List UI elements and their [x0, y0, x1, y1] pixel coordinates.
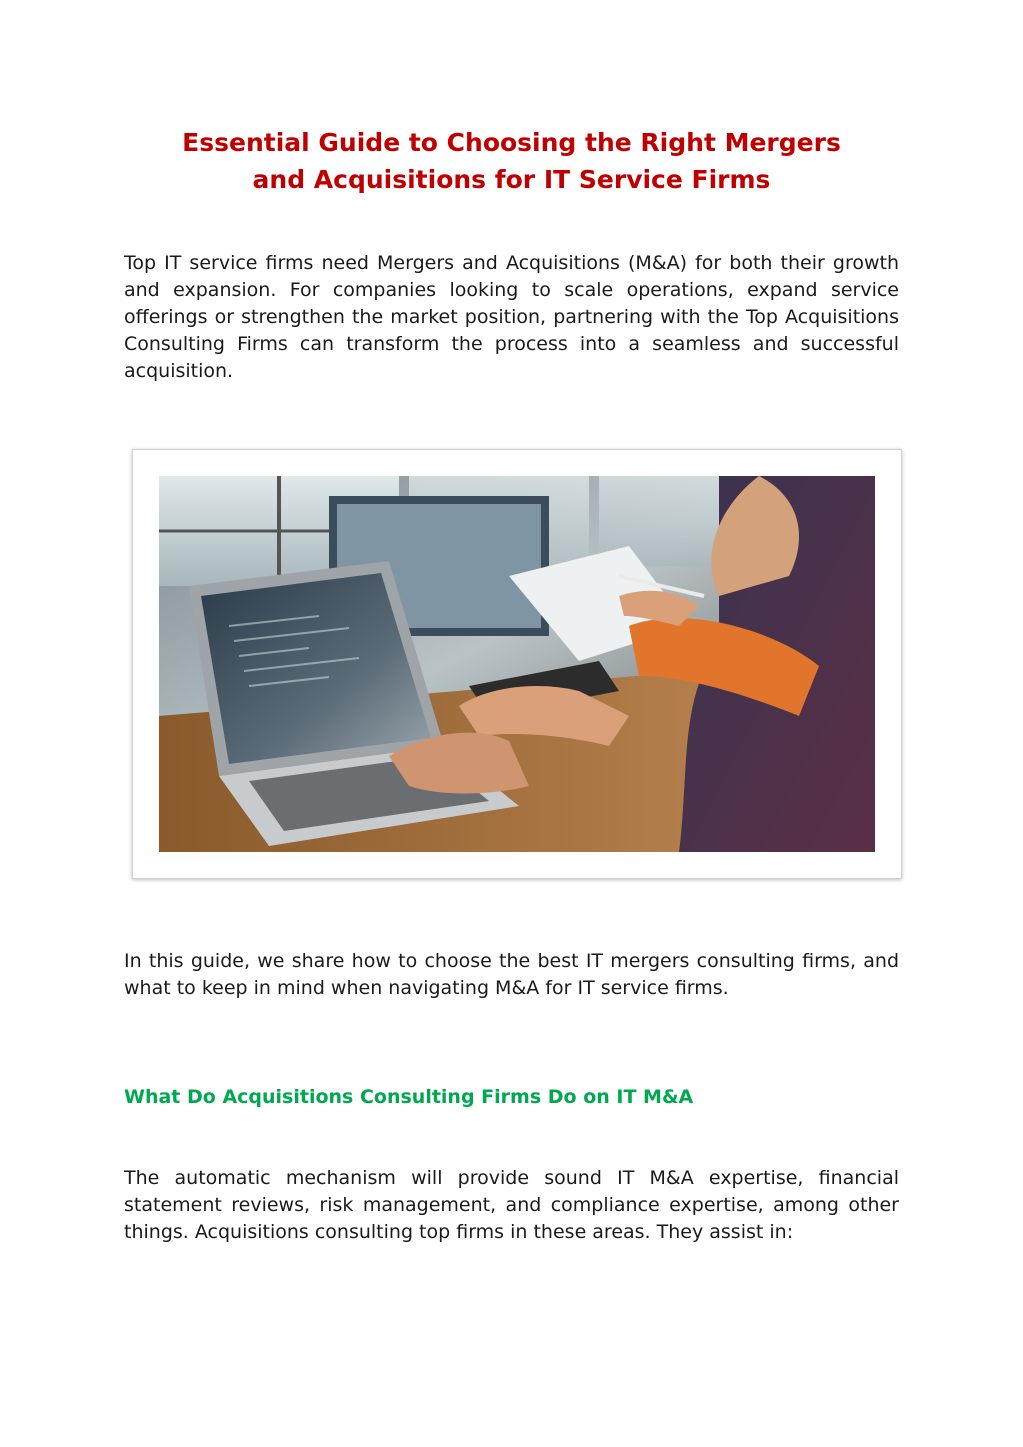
intro-paragraph: Top IT service firms need Mergers and Acquisitions (M&A) for both their growth and expansion. For companies looking to scale operations, expand service offerings or strengthen the market position, partnering with the Top Acquisitions Consulting Firms can transform the process into a seamless and successful acquisition.	[124, 252, 899, 382]
photo-icon	[159, 476, 875, 852]
section-paragraph: The automatic mechanism will provide sound IT M&A expertise, financial statement reviews, risk management, and compliance expertise, among other things. Acquisitions consulting top firms in these areas. They assist in:	[124, 1167, 899, 1243]
title-line-1: Essential Guide to Choosing the Right Mergers	[182, 128, 841, 157]
photo-frame	[132, 449, 902, 879]
guide-paragraph: In this guide, we share how to choose the best IT mergers consulting firms, and what to keep in mind when navigating M&A for IT service firms.	[124, 950, 899, 999]
document-title	[100, 124, 923, 198]
title-line-2: and Acquisitions for IT Service Firms	[252, 165, 771, 194]
section-heading: What Do Acquisitions Consulting Firms Do on IT M&A	[124, 1086, 694, 1108]
